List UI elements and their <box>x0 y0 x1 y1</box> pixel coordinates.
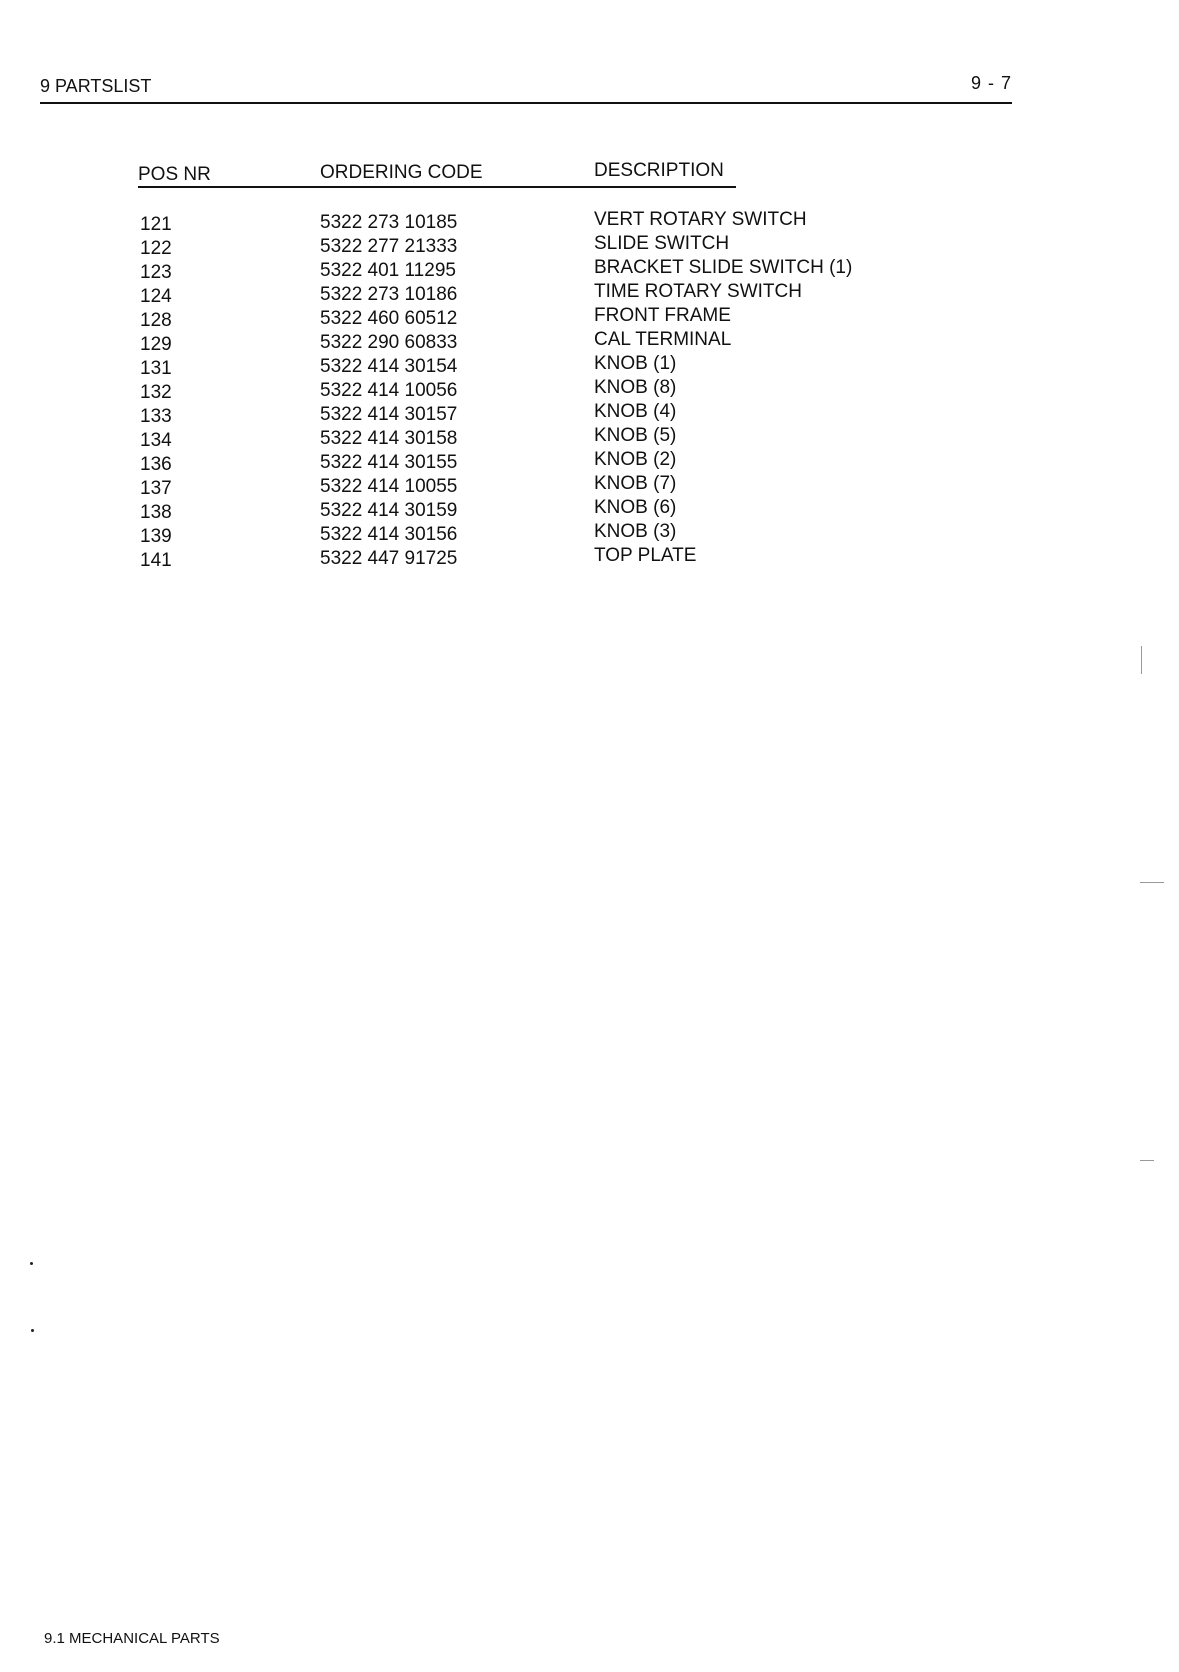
description-cell: KNOB (6) <box>594 497 677 518</box>
table-row <box>138 522 898 546</box>
scan-speck <box>31 1329 34 1332</box>
page-number: 9 - 7 <box>970 73 1012 93</box>
table-row <box>138 474 898 498</box>
description-cell: KNOB (4) <box>594 401 677 422</box>
table-row <box>138 450 898 474</box>
table-row <box>138 354 898 378</box>
description-cell: CAL TERMINAL <box>594 329 732 350</box>
ordering-code-cell: 5322 414 30157 <box>320 404 458 425</box>
table-row <box>138 426 898 450</box>
description-cell: KNOB (8) <box>594 377 677 398</box>
description-cell: KNOB (5) <box>594 425 677 446</box>
description-cell: KNOB (1) <box>594 353 677 374</box>
pos-nr-cell: 129 <box>140 334 172 355</box>
pos-nr-cell: 133 <box>140 406 172 427</box>
ordering-code-cell: 5322 414 30155 <box>320 452 458 473</box>
footer-section-title: 9.1 MECHANICAL PARTS <box>44 1630 220 1647</box>
table-row <box>138 330 898 354</box>
table-row <box>138 378 898 402</box>
pos-nr-cell: 121 <box>140 214 172 235</box>
table-row <box>138 306 898 330</box>
table-row <box>138 282 898 306</box>
pos-nr-cell: 131 <box>140 358 172 379</box>
table-row <box>138 546 898 570</box>
table-row <box>138 210 898 234</box>
parts-table <box>138 210 898 570</box>
pos-nr-cell: 141 <box>140 550 172 571</box>
ordering-code-cell: 5322 460 60512 <box>320 308 458 329</box>
ordering-code-cell: 5322 414 30154 <box>320 356 458 377</box>
table-row <box>138 258 898 282</box>
description-cell: BRACKET SLIDE SWITCH (1) <box>594 257 853 278</box>
description-cell: VERT ROTARY SWITCH <box>594 209 807 230</box>
column-header-rule <box>138 186 736 188</box>
description-cell: KNOB (7) <box>594 473 677 494</box>
scan-speck <box>30 1262 33 1265</box>
description-cell: KNOB (3) <box>594 521 677 542</box>
ordering-code-cell: 5322 273 10185 <box>320 212 458 233</box>
table-row <box>138 234 898 258</box>
column-header-description: DESCRIPTION <box>594 160 724 181</box>
description-cell: FRONT FRAME <box>594 305 731 326</box>
scan-edge-mark <box>1141 646 1142 674</box>
ordering-code-cell: 5322 447 91725 <box>320 548 458 569</box>
ordering-code-cell: 5322 414 10055 <box>320 476 458 497</box>
scan-edge-mark <box>1140 882 1164 883</box>
description-cell: TIME ROTARY SWITCH <box>594 281 802 302</box>
scan-edge-mark <box>1140 1160 1154 1161</box>
pos-nr-cell: 123 <box>140 262 172 283</box>
ordering-code-cell: 5322 414 30156 <box>320 524 458 545</box>
pos-nr-cell: 134 <box>140 430 172 451</box>
description-cell: SLIDE SWITCH <box>594 233 730 254</box>
table-row <box>138 498 898 522</box>
ordering-code-cell: 5322 414 30159 <box>320 500 458 521</box>
ordering-code-cell: 5322 277 21333 <box>320 236 458 257</box>
pos-nr-cell: 139 <box>140 526 172 547</box>
section-title: 9 PARTSLIST <box>40 76 152 96</box>
pos-nr-cell: 122 <box>140 238 172 259</box>
ordering-code-cell: 5322 401 11295 <box>320 260 456 281</box>
description-cell: TOP PLATE <box>594 545 697 566</box>
pos-nr-cell: 138 <box>140 502 172 523</box>
table-row <box>138 402 898 426</box>
pos-nr-cell: 124 <box>140 286 172 307</box>
pos-nr-cell: 132 <box>140 382 172 403</box>
pos-nr-cell: 137 <box>140 478 172 499</box>
ordering-code-cell: 5322 290 60833 <box>320 332 458 353</box>
pos-nr-cell: 136 <box>140 454 172 475</box>
description-cell: KNOB (2) <box>594 449 677 470</box>
column-header-pos-nr: POS NR <box>138 164 211 185</box>
ordering-code-cell: 5322 414 30158 <box>320 428 458 449</box>
ordering-code-cell: 5322 273 10186 <box>320 284 458 305</box>
pos-nr-cell: 128 <box>140 310 172 331</box>
column-header-ordering-code: ORDERING CODE <box>320 162 483 183</box>
page-header <box>40 74 1012 104</box>
ordering-code-cell: 5322 414 10056 <box>320 380 458 401</box>
